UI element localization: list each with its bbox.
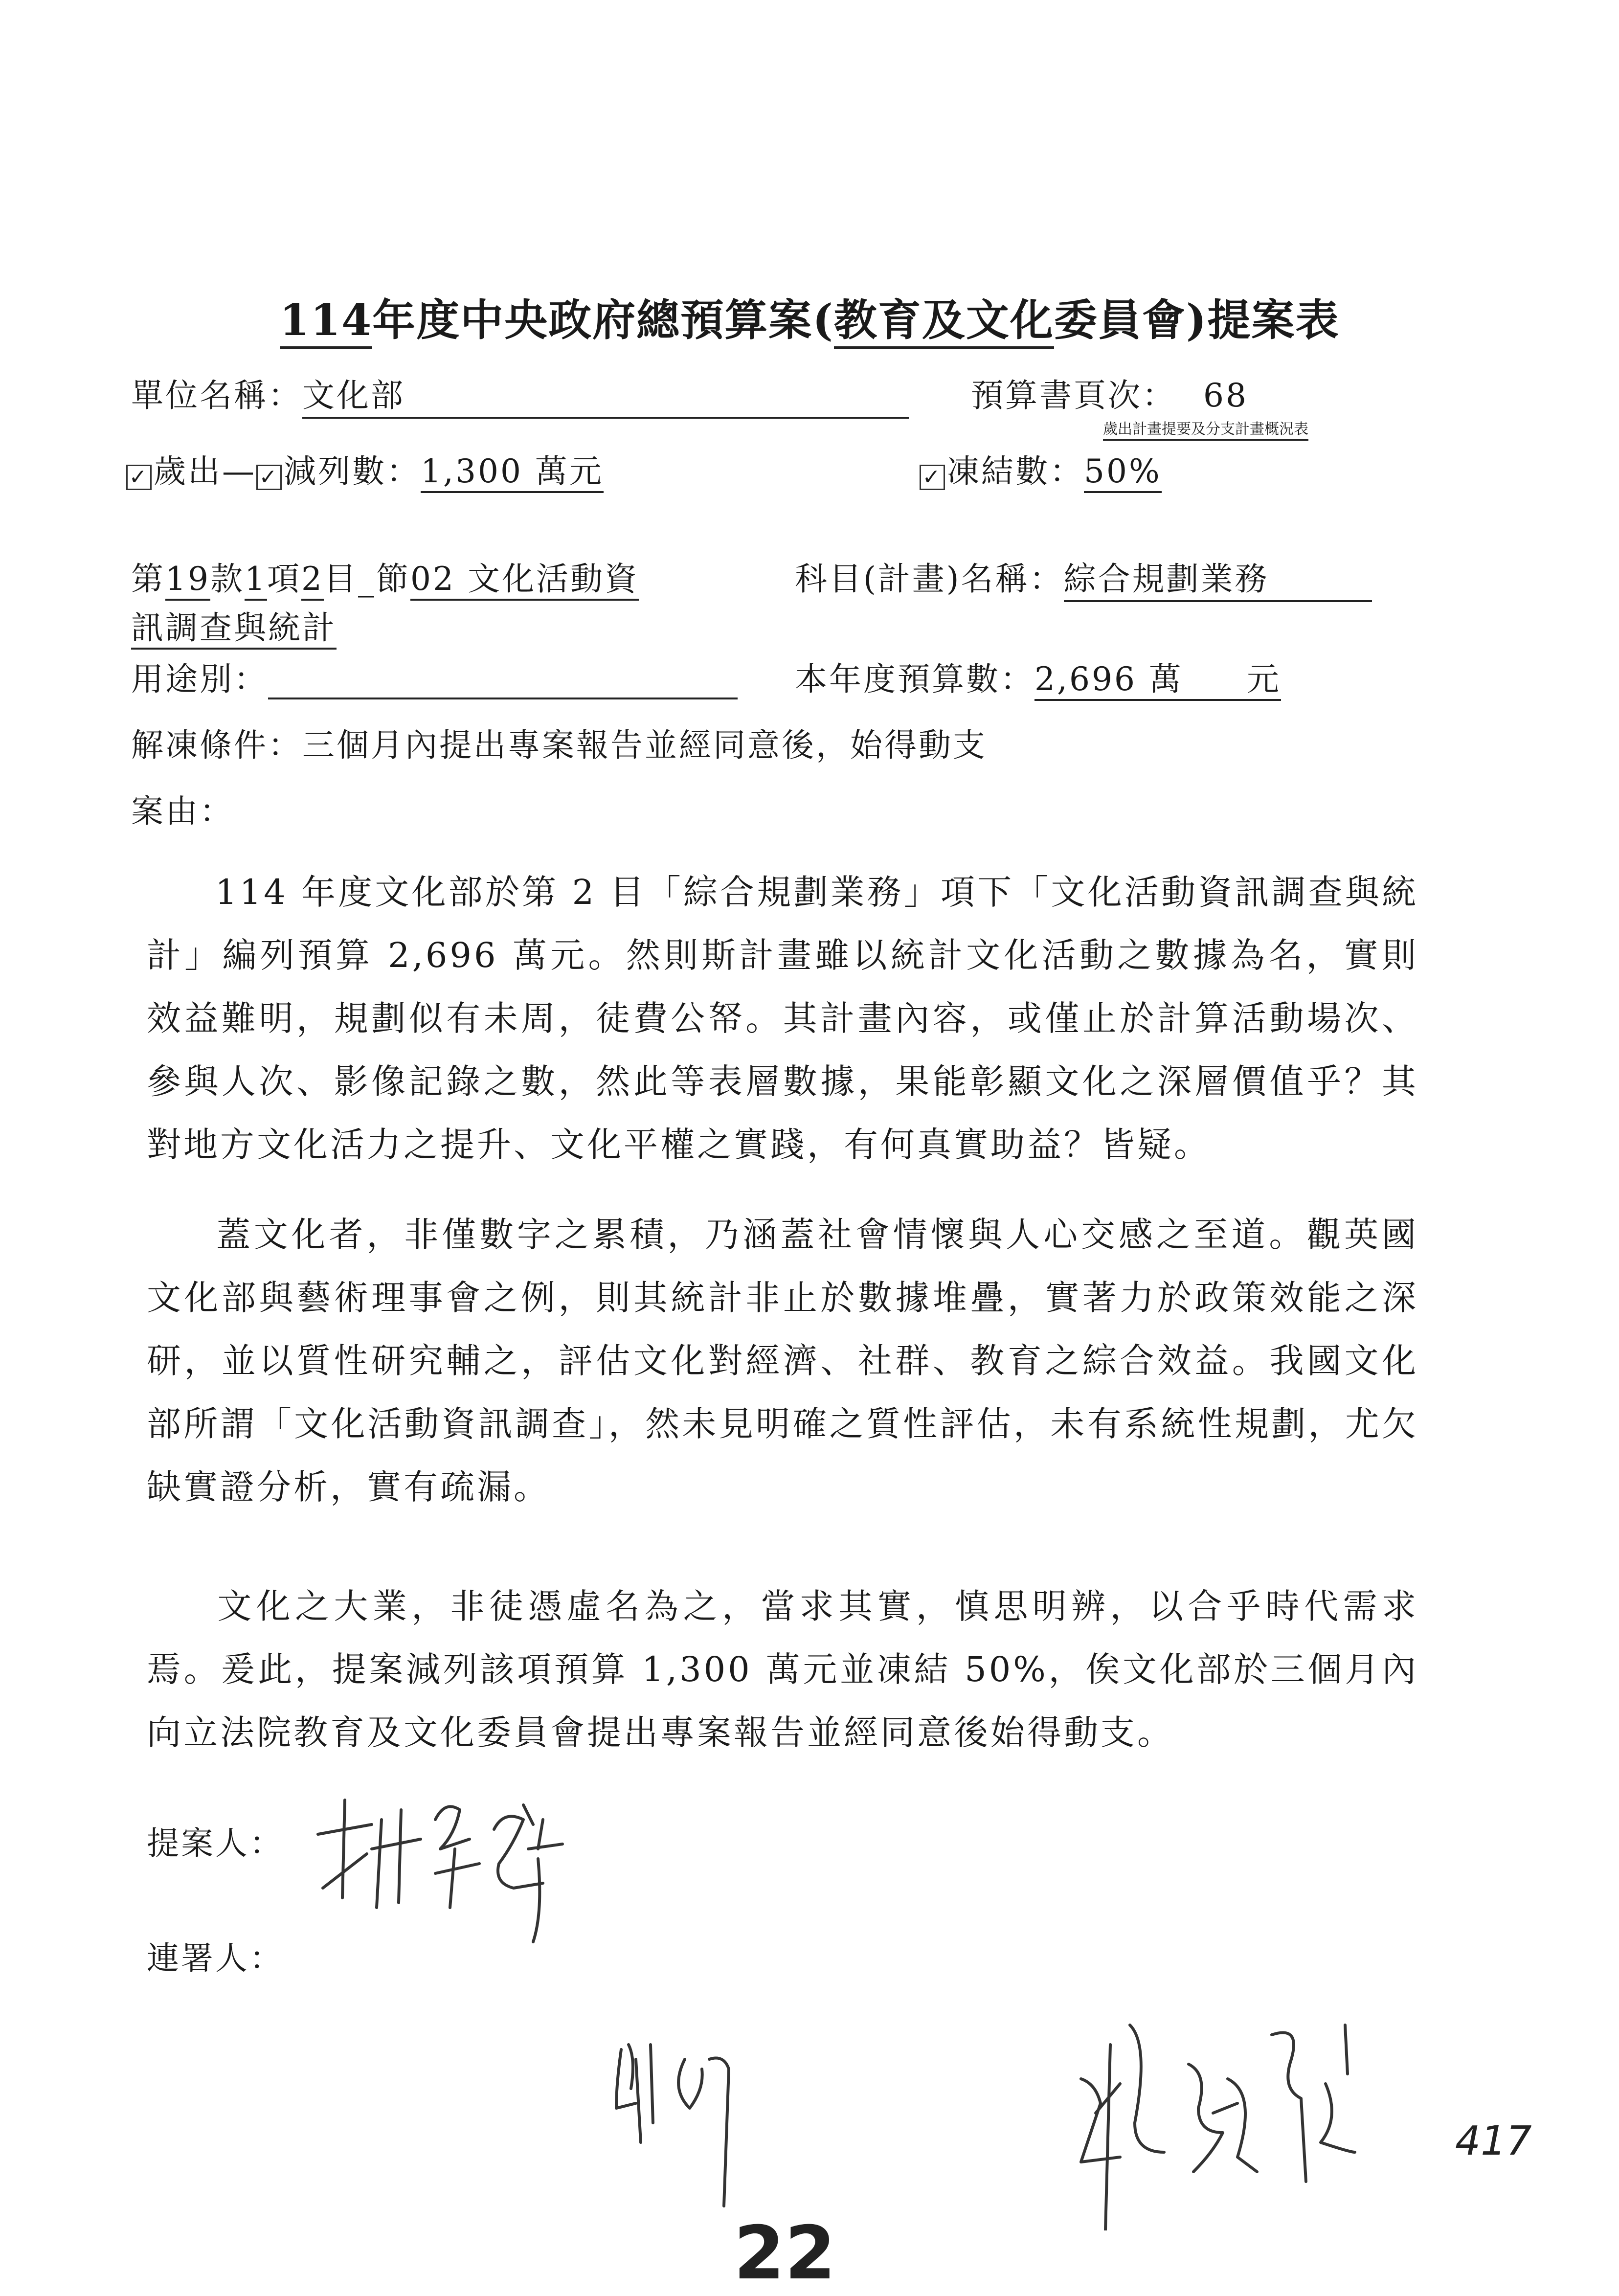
budget-label: 本年度預算數： [795, 660, 1034, 698]
reason-paragraph-1-text: 114 年度文化部於第 2 目「綜合規劃業務」項下「文化活動資訊調查與統計」編列預算 2,696 萬元。然則斯計畫雖以統計文化活動之數據為名，實則效益難明，規劃似有未周，徒費公帑。其計畫內容，或僅止於計算活動場次、參與人次、影像記錄之數，然此等表層數據，果能彰顯文化之深層價值乎？其對地方文化活力之提升、文化平權之實踐，有何真實助益？皆疑。 [147, 872, 1418, 1165]
freeze-checkbox[interactable]: ✓ [920, 465, 945, 490]
document-title [0, 286, 1619, 348]
item-kuan-label: 款 [210, 560, 245, 598]
reason-paragraph-2-text: 蓋文化者，非僅數字之累積，乃涵蓋社會情懷與人心交感之至道。觀英國文化部與藝術理事會之例，則其統計非止於數據堆疊，實著力於政策效能之深研，並以質性研究輔之，評估文化對經濟、社群、教育之綜合效益。我國文化部所謂「文化活動資訊調查」，然未見明確之質性評估，未有系統性規劃，尤欠缺實證分析，實有疏漏。 [147, 1215, 1418, 1507]
subject-row [795, 553, 1372, 602]
unfreeze-row [131, 719, 987, 765]
budget-unit: 元 [1246, 660, 1281, 698]
cut-label: 減列數： [284, 452, 421, 490]
expenditure-label: 歲出 [154, 452, 222, 490]
freeze-value: 50% [1084, 452, 1162, 493]
handwritten-page-number: 417 [1455, 2118, 1532, 2164]
unfreeze-label: 解凍條件： [131, 726, 302, 764]
reason-label: 案由： [131, 792, 234, 830]
cut-value: 1,300 萬元 [421, 452, 604, 493]
title-year: 114 [280, 294, 373, 349]
page-note: 歲出計畫提要及分支計畫概況表 [1103, 417, 1308, 441]
item-jie-label: 節 [376, 560, 410, 598]
cut-checkbox[interactable]: ✓ [256, 465, 282, 490]
item-jie-value-cont: 訊調查與統計 [131, 609, 337, 650]
budget-row [795, 653, 1281, 699]
dash: — [222, 452, 256, 490]
reason-paragraph-3-text: 文化之大業，非徒憑虛名為之，當求其實，慎思明辨，以合乎時代需求焉。爰此，提案減列該項預算 1,300 萬元並凍結 50%，俟文化部於三個月內向立法院教育及文化委員會提出專案報告並經同意後始得動支。 [147, 1586, 1418, 1753]
freeze-row [920, 445, 1162, 492]
proposer-label: 提案人： [147, 1824, 284, 1862]
subject-value: 綜合規劃業務 [1064, 553, 1372, 602]
budget-value: 2,696 萬 [1034, 660, 1183, 698]
cosigner-label: 連署人： [147, 1939, 284, 1977]
reason-paragraph-1 [147, 861, 1418, 1176]
unfreeze-value: 三個月內提出專案報告並經同意後，始得動支 [302, 726, 987, 764]
handwritten-sheet-number: 22 [734, 2211, 836, 2296]
cosigner-signature-1 [607, 2030, 832, 2211]
item-xiang-label: 項 [267, 560, 301, 598]
expenditure-checkbox[interactable]: ✓ [126, 465, 152, 490]
item-mu-label: 目 [323, 560, 358, 598]
unit-value: 文化部 [302, 369, 909, 419]
item-jie-blank: _ [358, 560, 376, 598]
usage-value [268, 662, 738, 699]
reason-paragraph-3 [147, 1575, 1418, 1764]
item-mu: 2 [301, 560, 324, 601]
item-code-row [131, 553, 639, 599]
unit-label: 單位名稱： [131, 377, 302, 414]
item-xiang: 1 [245, 560, 267, 601]
freeze-label: 凍結數： [947, 452, 1084, 490]
item-prefix: 第 [131, 560, 165, 598]
title-part1: 年度中央政府總預算案( [372, 294, 834, 345]
page-label: 預算書頁次： [971, 377, 1176, 414]
options-row [126, 445, 604, 492]
cosigner-signature-2 [1052, 2005, 1423, 2230]
item-code-row-cont [131, 602, 337, 648]
item-kuan: 19 [165, 560, 210, 601]
item-jie-value: 02 文化活動資 [410, 560, 639, 601]
page-value: 68 [1203, 377, 1248, 414]
unit-name-row [131, 369, 909, 419]
proposer-signature [308, 1790, 582, 1947]
title-part2: 委員會)提案表 [1054, 294, 1340, 345]
usage-label: 用途別： [131, 660, 268, 698]
usage-row [131, 653, 738, 699]
budget-value-wrap [1034, 660, 1281, 701]
page-ref-row [971, 369, 1248, 416]
subject-label: 科目(計畫)名稱： [795, 560, 1064, 598]
reason-paragraph-2 [147, 1203, 1418, 1519]
title-committee: 教育及文化 [834, 294, 1054, 349]
